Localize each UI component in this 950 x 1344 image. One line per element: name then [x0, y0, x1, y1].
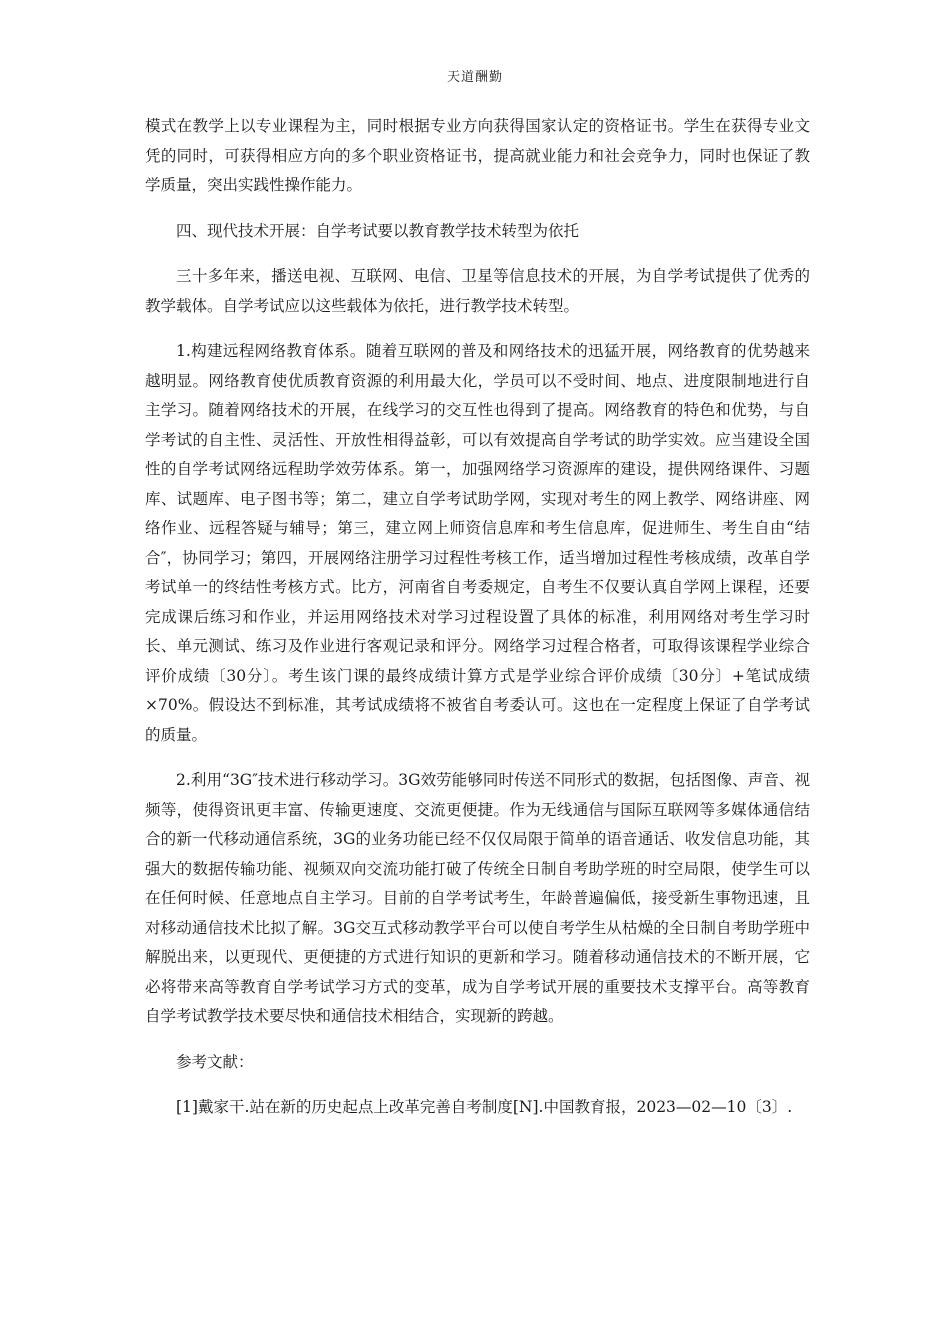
reference-item: [1]戴家干.站在新的历史起点上改革完善自考制度[N].中国教育报，2023—02—10〔3〕. [176, 1098, 793, 1116]
document-body [145, 112, 810, 1123]
section-heading-4: 四、现代技术开展：自学考试要以教育教学技术转型为依托 [176, 221, 580, 240]
paragraph-remote-education: 1.构建远程网络教育体系。随着互联网的普及和网络技术的迅猛开展，网络教育的优势越来越明显。网络教育使优质教育资源的利用最大化，学员可以不受时间、地点、进度限制地进行自主学习。随着网络技术的开展，在线学习的交互性也得到了提高。网络教育的特色和优势，与自学考试的自主性、灵活性、开放性相得益彰，可以有效提高自学考试的助学实效。应当建设全国性的自学考试网络远程助学效劳体系。第一，加强网络学习资源库的建设，提供网络课件、习题库、试题库、电子图书等；第二，建立自学考试助学网，实现对考生的网上教学、网络讲座、网络作业、远程答疑与辅导；第三，建立网上师资信息库和考生信息库，促进师生、考生自由“结合″，协同学习；第四，开展网络注册学习过程性考核工作，适当增加过程性考核成绩，改革自学考试单一的终结性考核方式。比方，河南省自考委规定，自考生不仅要认真自学网上课程，还要完成课后练习和作业，并运用网络技术对学习过程设置了具体的标准，利用网络对考生学习时长、单元测试、练习及作业进行客观记录和评分。网络学习过程合格者，可取得该课程学业综合评价成绩〔30分〕。考生该门课的最终成绩计算方式是学业综合评价成绩〔30分〕+笔试成绩×70%。假设达不到标准，其考试成绩将不被省自考委认可。这也在一定程度上保证了自学考试的质量。 [145, 342, 810, 744]
paragraph-3g-learning: 2.利用“3G″技术进行移动学习。3G效劳能够同时传送不同形式的数据，包括图像、声音、视频等，使得资讯更丰富、传输更速度、交流更便捷。作为无线通信与国际互联网等多媒体通信结合的新一代移动通信系统，3G的业务功能已经不仅仅局限于简单的语音通话、收发信息功能，其强大的数据传输功能、视频双向交流功能打破了传统全日制自考助学班的时空局限，使学生可以在任何时候、任意地点自主学习。目前的自学考试考生，年龄普遍偏低，接受新生事物迅速，且对移动通信技术比拟了解。3G交互式移动教学平台可以使自考学生从枯燥的全日制自考助学班中解脱出来，以更现代、更便捷的方式进行知识的更新和学习。随着移动通信技术的不断开展，它必将带来高等教育自学考试学习方式的变革，成为自学考试开展的重要技术支撑平台。高等教育自学考试教学技术要尽快和通信技术相结合，实现新的跨越。 [145, 771, 810, 1025]
paragraph-continued: 模式在教学上以专业课程为主，同时根据专业方向获得国家认定的资格证书。学生在获得专业文凭的同时，可获得相应方向的多个职业资格证书，提高就业能力和社会竞争力，同时也保证了教学质量，突出实践性操作能力。 [145, 117, 810, 194]
page-header: 天道酬勤 [446, 70, 503, 85]
references-title: 参考文献： [176, 1052, 254, 1071]
paragraph-intro: 三十多年来，播送电视、互联网、电信、卫星等信息技术的开展，为自学考试提供了优秀的教学载体。自学考试应以这些载体为依托，进行教学技术转型。 [145, 267, 810, 315]
